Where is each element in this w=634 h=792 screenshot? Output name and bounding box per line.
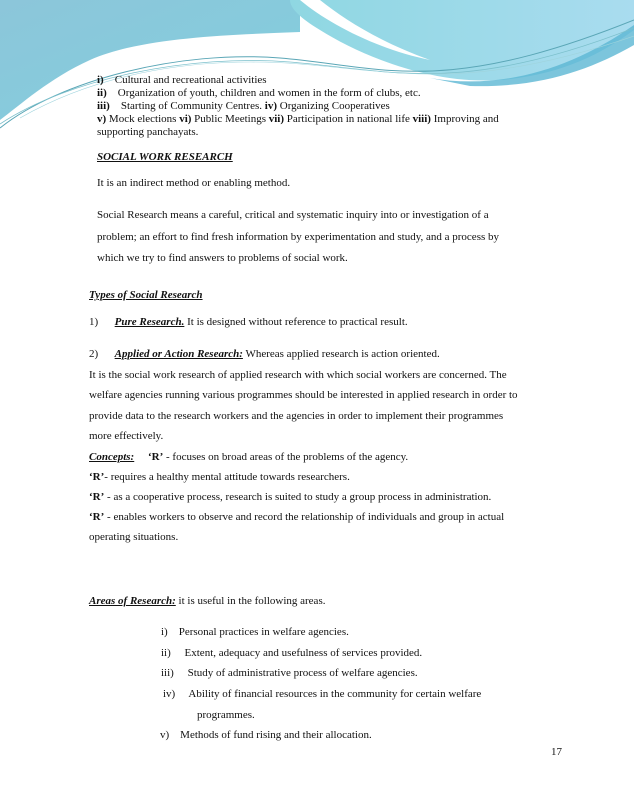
- concept-line: [89, 491, 491, 504]
- concept-line: [89, 511, 504, 524]
- area-item: [163, 688, 481, 701]
- types-paragraph-line: It is the social work research of applied research with which social workers are concerned. The: [89, 369, 507, 381]
- list-text: Starting of Community Centres.: [120, 100, 263, 112]
- list-text: Mock elections: [108, 113, 177, 125]
- areas-intro: it is useful in the following areas.: [175, 595, 326, 607]
- section-intro: It is an indirect method or enabling method.: [97, 177, 291, 189]
- list-marker: v): [97, 113, 107, 125]
- list-marker: i): [97, 74, 104, 86]
- intro-list-continuation: supporting panchayats.: [97, 126, 199, 138]
- list-text: Organization of youth, children and women in the form of clubs, etc.: [117, 87, 421, 99]
- section-heading: SOCIAL WORK RESEARCH: [97, 151, 233, 163]
- item-text: It is designed without reference to practical result.: [184, 316, 408, 328]
- area-item: [161, 667, 418, 680]
- r-marker: ‘R’: [89, 471, 105, 483]
- types-heading: Types of Social Research: [89, 289, 203, 301]
- definition-line: problem; an effort to find fresh information by experimentation and study, and a process by: [97, 231, 500, 243]
- r-marker: ‘R’: [89, 511, 105, 523]
- concept-line: [89, 451, 408, 464]
- concept-continuation: operating situations.: [89, 531, 179, 543]
- list-marker: iii): [161, 667, 174, 679]
- r-marker: ‘R’: [89, 491, 105, 503]
- intro-list-item-1: [97, 74, 267, 87]
- concepts-label: Concepts:: [89, 451, 135, 463]
- page-number: 17: [551, 746, 562, 758]
- list-marker: i): [161, 626, 168, 638]
- area-item: [161, 647, 422, 660]
- list-text: Extent, adequacy and usefulness of services provided.: [184, 647, 423, 659]
- list-text: Cultural and recreational activities: [114, 74, 267, 86]
- list-marker: viii): [412, 113, 431, 125]
- definition-line: which we try to find answers to problems of social work.: [97, 252, 348, 264]
- item-number: 2): [89, 348, 99, 360]
- areas-label: Areas of Research:: [89, 595, 176, 607]
- item-number: 1): [89, 316, 99, 328]
- list-text: Methods of fund rising and their allocation.: [180, 729, 372, 741]
- list-text: Personal practices in welfare agencies.: [178, 626, 349, 638]
- areas-line: [89, 595, 325, 608]
- list-text: Ability of financial resources in the community for certain welfare: [188, 688, 482, 700]
- list-marker: iv): [264, 100, 277, 112]
- list-text: Improving and: [433, 113, 499, 125]
- list-text: Public Meetings: [194, 113, 266, 125]
- list-text: Participation in national life: [286, 113, 410, 125]
- list-marker: ii): [161, 647, 171, 659]
- list-marker: iii): [97, 100, 110, 112]
- concept-text: - requires a healthy mental attitude towards researchers.: [104, 471, 350, 483]
- item-label: Applied or Action Research:: [114, 348, 243, 360]
- intro-list-item-2: [97, 87, 421, 100]
- area-item-continuation: programmes.: [197, 709, 255, 721]
- type-item-2: [89, 348, 440, 361]
- list-marker: v): [160, 729, 170, 741]
- concept-line: [89, 471, 350, 484]
- concept-text: - enables workers to observe and record the relationship of individuals and group in actual: [104, 511, 505, 523]
- list-text: Organizing Cooperatives: [279, 100, 390, 112]
- intro-list-item-3: [97, 100, 390, 113]
- item-text: Whereas applied research is action oriented.: [242, 348, 440, 360]
- types-paragraph-line: provide data to the research workers and the agencies in order to implement their programmes: [89, 410, 504, 422]
- list-marker: ii): [97, 87, 107, 99]
- concept-text: - as a cooperative process, research is suited to study a group process in administration.: [104, 491, 492, 503]
- types-paragraph-line: welfare agencies running various programmes should be interested in applied research in order to: [89, 389, 518, 401]
- r-marker: ‘R’: [147, 451, 164, 463]
- list-marker: vii): [268, 113, 285, 125]
- types-paragraph-line: more effectively.: [89, 430, 164, 442]
- list-marker: iv): [163, 688, 176, 700]
- area-item: [160, 729, 372, 742]
- item-label: Pure Research.: [114, 316, 185, 328]
- concept-text: - focuses on broad areas of the problems of the agency.: [163, 451, 409, 463]
- list-text: Study of administrative process of welfare agencies.: [187, 667, 418, 679]
- definition-line: Social Research means a careful, critical and systematic inquiry into or investigation of a: [97, 209, 489, 221]
- list-marker: vi): [179, 113, 192, 125]
- intro-list-item-4: [97, 113, 499, 126]
- area-item: [161, 626, 349, 639]
- type-item-1: [89, 316, 408, 329]
